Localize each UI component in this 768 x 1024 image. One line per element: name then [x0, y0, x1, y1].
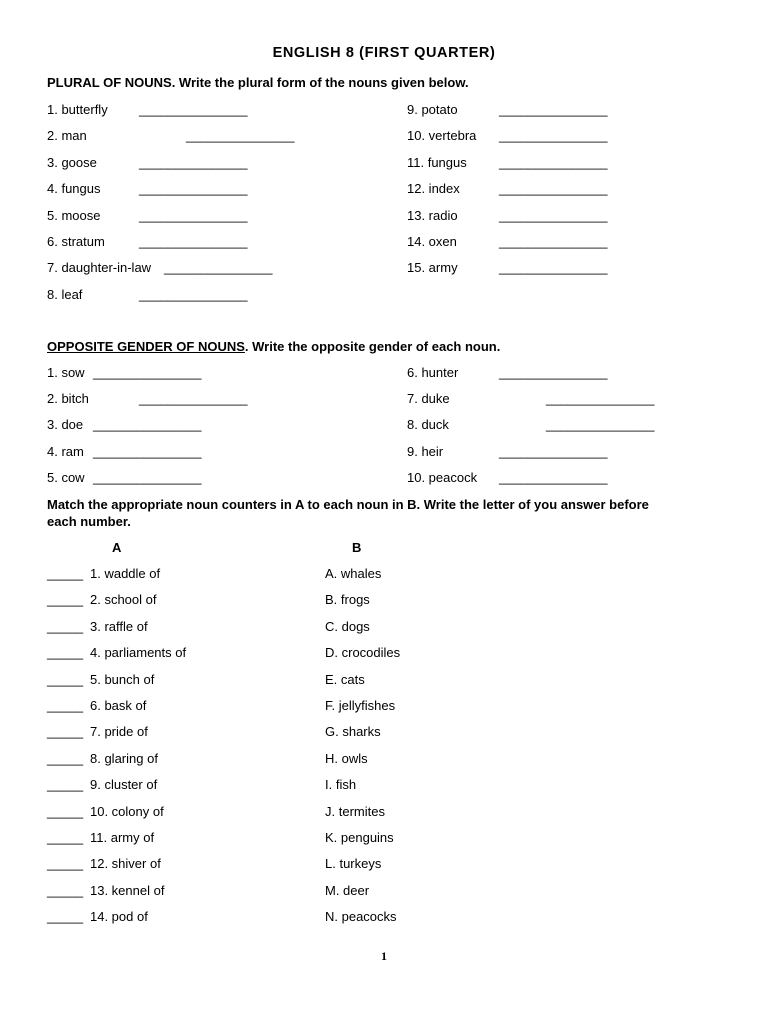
plural-item-label: 8. leaf	[47, 286, 83, 302]
gender-item-label: 4. ram	[47, 443, 84, 459]
answer-blank[interactable]: _____	[47, 856, 84, 872]
answer-blank[interactable]: _____	[47, 724, 84, 740]
plural-item-label: 5. moose	[47, 207, 101, 223]
noun-item: K. penguins	[325, 830, 394, 845]
answer-blank[interactable]: _______________	[93, 443, 202, 459]
plural-item-label: 15. army	[407, 260, 458, 276]
plural-item-label: 14. oxen	[407, 234, 457, 249]
answer-blank[interactable]: _____	[47, 618, 84, 634]
answer-blank[interactable]: _______________	[499, 154, 608, 170]
noun-counter-item: 9. cluster of	[90, 777, 158, 793]
gender-item-label: 2. bitch	[47, 391, 89, 407]
noun-item: F. jellyfishes	[325, 698, 396, 713]
answer-blank[interactable]: _______________	[499, 443, 608, 459]
page-number: 1	[381, 949, 387, 963]
gender-item-label: 10. peacock	[407, 469, 478, 485]
answer-blank[interactable]: _______________	[93, 417, 202, 433]
answer-blank[interactable]: _______________	[139, 286, 248, 302]
plural-item-label: 1. butterfly	[47, 102, 108, 117]
gender-heading-instruction: . Write the opposite gender of each noun.	[244, 339, 501, 354]
answer-blank[interactable]: _____	[47, 566, 84, 581]
noun-counter-item: 8. glaring of	[90, 750, 158, 766]
gender-heading	[47, 339, 500, 355]
noun-item: B. frogs	[325, 592, 370, 608]
gender-item-label: 6. hunter	[407, 365, 459, 380]
answer-blank[interactable]: _______________	[546, 417, 655, 433]
answer-blank[interactable]: _______________	[186, 128, 295, 144]
gender-item-label: 9. heir	[407, 443, 444, 459]
noun-item: N. peacocks	[325, 909, 397, 925]
answer-blank[interactable]: _____	[47, 882, 84, 898]
answer-blank[interactable]: _______________	[139, 234, 248, 249]
gender-item-label: 7. duke	[407, 391, 450, 407]
noun-item: E. cats	[325, 671, 365, 687]
noun-counter-item: 10. colony of	[90, 803, 164, 819]
answer-blank[interactable]: _______________	[546, 391, 655, 407]
answer-blank[interactable]: _______________	[499, 234, 608, 249]
answer-blank[interactable]: _______________	[499, 181, 608, 197]
answer-blank[interactable]: _____	[47, 830, 84, 845]
plural-item-label: 4. fungus	[47, 181, 101, 197]
noun-counter-item: 12. shiver of	[90, 856, 161, 872]
noun-counter-item: 13. kennel of	[90, 882, 165, 898]
plural-heading: PLURAL OF NOUNS. Write the plural form of the nouns given below.	[47, 75, 469, 90]
answer-blank[interactable]: _______________	[139, 207, 248, 223]
plural-item-label: 2. man	[47, 128, 87, 144]
answer-blank[interactable]: _______________	[139, 154, 248, 170]
answer-blank[interactable]: _______________	[93, 469, 202, 485]
answer-blank[interactable]: _____	[47, 645, 84, 661]
answer-blank[interactable]: _____	[47, 803, 84, 819]
answer-blank[interactable]: _______________	[164, 260, 273, 276]
gender-item-label: 8. duck	[407, 417, 449, 433]
match-heading-line-2: each number.	[47, 514, 131, 529]
noun-item: L. turkeys	[325, 856, 382, 872]
noun-item: G. sharks	[325, 724, 381, 740]
gender-heading-title: OPPOSITE GENDER OF NOUNS	[47, 339, 245, 354]
answer-blank[interactable]: _____	[47, 671, 84, 687]
noun-item: A. whales	[325, 566, 382, 581]
answer-blank[interactable]: _____	[47, 698, 84, 713]
answer-blank[interactable]: _______________	[139, 391, 248, 407]
plural-item-label: 7. daughter-in-law	[47, 260, 152, 276]
noun-counter-item: 6. bask of	[90, 698, 147, 713]
answer-blank[interactable]: _______________	[499, 260, 608, 276]
noun-item: C. dogs	[325, 618, 370, 634]
gender-item-label: 3. doe	[47, 417, 84, 433]
plural-item-label: 10. vertebra	[407, 128, 477, 144]
column-b-header: B	[352, 540, 362, 555]
answer-blank[interactable]: _______________	[139, 181, 248, 197]
noun-counter-item: 5. bunch of	[90, 671, 155, 687]
noun-counter-item: 1. waddle of	[90, 566, 161, 581]
answer-blank[interactable]: _______________	[499, 469, 608, 485]
answer-blank[interactable]: _______________	[93, 365, 202, 380]
gender-item-label: 5. cow	[47, 469, 85, 485]
noun-counter-item: 11. army of	[90, 830, 155, 845]
noun-counter-item: 3. raffle of	[90, 618, 148, 634]
noun-item: J. termites	[325, 803, 385, 819]
answer-blank[interactable]: _____	[47, 592, 84, 608]
noun-counter-item: 4. parliaments of	[90, 645, 187, 661]
answer-blank[interactable]: _______________	[499, 207, 608, 223]
answer-blank[interactable]: _____	[47, 777, 84, 793]
answer-blank[interactable]: _____	[47, 909, 84, 925]
answer-blank[interactable]: _______________	[499, 128, 608, 144]
page-title: ENGLISH 8 (FIRST QUARTER)	[272, 45, 496, 61]
answer-blank[interactable]: _______________	[139, 102, 248, 117]
answer-blank[interactable]: _______________	[499, 102, 608, 117]
noun-item: M. deer	[325, 882, 370, 898]
answer-blank[interactable]: _____	[47, 750, 84, 766]
match-heading-line-1: Match the appropriate noun counters in A to each noun in B. Write the letter of you answer before	[47, 497, 649, 512]
noun-counter-item: 2. school of	[90, 592, 157, 608]
plural-item-label: 6. stratum	[47, 234, 105, 249]
plural-item-label: 12. index	[407, 181, 460, 197]
gender-item-label: 1. sow	[47, 365, 85, 380]
plural-item-label: 13. radio	[407, 207, 458, 223]
noun-item: H. owls	[325, 750, 368, 766]
column-a-header: A	[112, 540, 122, 555]
noun-item: D. crocodiles	[325, 645, 401, 661]
plural-item-label: 11. fungus	[407, 154, 467, 170]
noun-item: I. fish	[325, 777, 357, 793]
plural-item-label: 9. potato	[407, 102, 458, 117]
noun-counter-item: 7. pride of	[90, 724, 148, 740]
noun-counter-item: 14. pod of	[90, 909, 148, 925]
plural-item-label: 3. goose	[47, 154, 97, 170]
answer-blank[interactable]: _______________	[499, 365, 608, 380]
